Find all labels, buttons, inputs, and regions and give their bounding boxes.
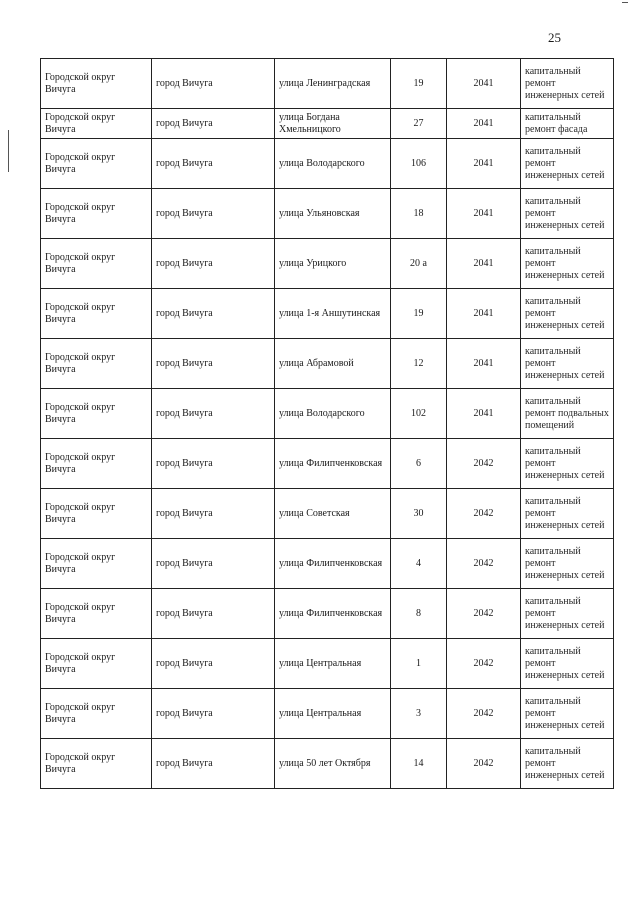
city-cell: город Вичуга (152, 639, 275, 689)
city-cell: город Вичуга (152, 239, 275, 289)
street-cell: улица 50 лет Октября (275, 739, 391, 789)
work-type-cell: капитальный ремонт инженерных сетей (521, 439, 614, 489)
work-type-cell: капитальный ремонт инженерных сетей (521, 689, 614, 739)
house-number-cell: 106 (391, 139, 447, 189)
street-cell: улица Володарского (275, 389, 391, 439)
okrug-cell: Городской округ Вичуга (41, 389, 152, 439)
work-type-cell: капитальный ремонт инженерных сетей (521, 739, 614, 789)
street-cell: улица Володарского (275, 139, 391, 189)
city-cell: город Вичуга (152, 289, 275, 339)
table-row (41, 589, 614, 639)
okrug-cell: Городской округ Вичуга (41, 439, 152, 489)
okrug-cell: Городской округ Вичуга (41, 289, 152, 339)
city-cell: город Вичуга (152, 539, 275, 589)
year-cell: 2042 (447, 739, 521, 789)
okrug-cell: Городской округ Вичуга (41, 539, 152, 589)
table-row (41, 539, 614, 589)
street-cell: улица Абрамовой (275, 339, 391, 389)
scan-mark-left (8, 130, 9, 172)
city-cell: город Вичуга (152, 739, 275, 789)
okrug-cell: Городской округ Вичуга (41, 239, 152, 289)
table-row (41, 109, 614, 139)
year-cell: 2041 (447, 189, 521, 239)
street-cell: улица 1-я Аншутинская (275, 289, 391, 339)
house-number-cell: 27 (391, 109, 447, 139)
table-row (41, 739, 614, 789)
work-type-cell: капитальный ремонт инженерных сетей (521, 59, 614, 109)
house-number-cell: 12 (391, 339, 447, 389)
work-type-cell: капитальный ремонт инженерных сетей (521, 239, 614, 289)
okrug-cell: Городской округ Вичуга (41, 589, 152, 639)
house-number-cell: 18 (391, 189, 447, 239)
table-row (41, 639, 614, 689)
city-cell: город Вичуга (152, 139, 275, 189)
okrug-cell: Городской округ Вичуга (41, 689, 152, 739)
city-cell: город Вичуга (152, 689, 275, 739)
house-number-cell: 3 (391, 689, 447, 739)
house-number-cell: 1 (391, 639, 447, 689)
table-row (41, 189, 614, 239)
work-type-cell: капитальный ремонт фасада (521, 109, 614, 139)
year-cell: 2042 (447, 689, 521, 739)
page-number: 25 (548, 30, 561, 45)
house-number-cell: 4 (391, 539, 447, 589)
table-row (41, 239, 614, 289)
work-type-cell: капитальный ремонт инженерных сетей (521, 589, 614, 639)
year-cell: 2041 (447, 239, 521, 289)
table-row (41, 59, 614, 109)
okrug-cell: Городской округ Вичуга (41, 139, 152, 189)
street-cell: улица Ульяновская (275, 189, 391, 239)
year-cell: 2042 (447, 439, 521, 489)
okrug-cell: Городской округ Вичуга (41, 639, 152, 689)
year-cell: 2041 (447, 59, 521, 109)
city-cell: город Вичуга (152, 59, 275, 109)
year-cell: 2042 (447, 639, 521, 689)
okrug-cell: Городской округ Вичуга (41, 739, 152, 789)
house-number-cell: 30 (391, 489, 447, 539)
year-cell: 2041 (447, 389, 521, 439)
city-cell: город Вичуга (152, 489, 275, 539)
table-row (41, 389, 614, 439)
table-row (41, 289, 614, 339)
street-cell: улица Центральная (275, 639, 391, 689)
table-row (41, 489, 614, 539)
year-cell: 2041 (447, 289, 521, 339)
work-type-cell: капитальный ремонт подвальных помещений (521, 389, 614, 439)
table-body (41, 59, 614, 789)
house-number-cell: 14 (391, 739, 447, 789)
house-number-cell: 19 (391, 289, 447, 339)
street-cell: улица Богдана Хмельницкого (275, 109, 391, 139)
street-cell: улица Советская (275, 489, 391, 539)
street-cell: улица Филипченковская (275, 539, 391, 589)
street-cell: улица Филипченковская (275, 589, 391, 639)
table-row (41, 339, 614, 389)
house-number-cell: 8 (391, 589, 447, 639)
year-cell: 2042 (447, 539, 521, 589)
street-cell: улица Центральная (275, 689, 391, 739)
table-row (41, 689, 614, 739)
okrug-cell: Городской округ Вичуга (41, 339, 152, 389)
street-cell: улица Ленинградская (275, 59, 391, 109)
year-cell: 2041 (447, 109, 521, 139)
year-cell: 2041 (447, 139, 521, 189)
street-cell: улица Урицкого (275, 239, 391, 289)
work-type-cell: капитальный ремонт инженерных сетей (521, 539, 614, 589)
city-cell: город Вичуга (152, 589, 275, 639)
house-number-cell: 6 (391, 439, 447, 489)
house-number-cell: 20 а (391, 239, 447, 289)
okrug-cell: Городской округ Вичуга (41, 489, 152, 539)
city-cell: город Вичуга (152, 389, 275, 439)
city-cell: город Вичуга (152, 439, 275, 489)
year-cell: 2042 (447, 489, 521, 539)
work-type-cell: капитальный ремонт инженерных сетей (521, 189, 614, 239)
work-type-cell: капитальный ремонт инженерных сетей (521, 289, 614, 339)
city-cell: город Вичуга (152, 109, 275, 139)
work-type-cell: капитальный ремонт инженерных сетей (521, 489, 614, 539)
city-cell: город Вичуга (152, 189, 275, 239)
year-cell: 2041 (447, 339, 521, 389)
housing-repair-table (40, 58, 614, 789)
street-cell: улица Филипченковская (275, 439, 391, 489)
work-type-cell: капитальный ремонт инженерных сетей (521, 639, 614, 689)
okrug-cell: Городской округ Вичуга (41, 59, 152, 109)
table-row (41, 439, 614, 489)
city-cell: город Вичуга (152, 339, 275, 389)
okrug-cell: Городской округ Вичуга (41, 109, 152, 139)
year-cell: 2042 (447, 589, 521, 639)
house-number-cell: 102 (391, 389, 447, 439)
house-number-cell: 19 (391, 59, 447, 109)
scan-mark-top-right (622, 2, 628, 3)
table-row (41, 139, 614, 189)
okrug-cell: Городской округ Вичуга (41, 189, 152, 239)
work-type-cell: капитальный ремонт инженерных сетей (521, 339, 614, 389)
work-type-cell: капитальный ремонт инженерных сетей (521, 139, 614, 189)
